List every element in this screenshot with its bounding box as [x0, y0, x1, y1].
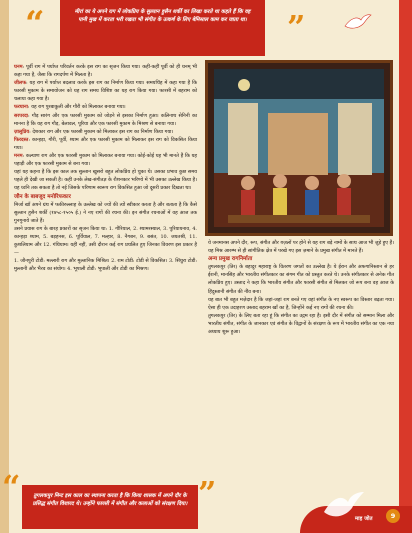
- right-side-bar: [399, 0, 412, 533]
- body-paragraph: यहां यह कहना है कि इस काल तक सुल्तान खुसरो बहुत लोकप्रिय हो चुका थे। उसका प्रभाव कुछ समय पहले ही देखी जा सकती है। कहीं उनके लेख-संगीतज्ञ के रौशनकार भरिण्ये में भी उसका उल्लेख किया है। यह ध्वनि तक सकता है तो नई जिसके परिणाम स्वरूप राग विकसित हुआ जो दूसरी प्रकार दिखता था।: [14, 169, 197, 192]
- term-label: ज़ालुप्रिय: [14, 128, 30, 135]
- body-paragraph: उसने प्रयास राग के बारह प्रकारों का सृजन किया था: 1. गौरियाल, 2. श्यामरस्याल, 3. पुरियायनाव, 4. कान्हड़ा श्याम, 5. बड़हनस, 6. पूर्वियाल, 7. मल्हार, 8. नैगबन, 9. बसंत, 10. जयतश्री, 11. कुशलियाम और 12. गंधियाम। यहीं नहीं, उसी दौरान कई राग प्रचलित हुए जिनका विवरण इस प्रकार है—: [14, 225, 197, 257]
- section-subhead: जौन के बाबजूद मनोरिफकार: [14, 193, 71, 200]
- body-paragraph: मिर्जा खाँ अपने ग्रंथ में फकीरुल्लाह के उल्लेख को ज्यों की त्यों स्वीकार करता है और बताता है कि कैसे सुल्तान हुसैन शर्की (१४५८-१५०५ ई.) ने नए रागों की रचना की। इन संगीत रचनाओं में वह आज तक गुनगुनाये जाते हैं।: [14, 201, 197, 224]
- term-text: यह राग पुरबाकुली और गौरी को मिलाकर बनाया गया।: [31, 104, 126, 111]
- painting-illustration: [208, 63, 390, 233]
- body-paragraph: तुगलकपुर (तिर) के लिए बता रहा हूं कि संगीत का उद्गम रहा है। इसी दौर में संगीत को सम्मान मिला और भारतीय संगीत, संगीत के जानकार एवं संगीत के विद्वानों के संरक्षण के रूप में भारतीय संगीत का एक नया अध्याय शुरू हुआ।: [208, 312, 394, 336]
- term-text: देशकार राग और एक फारसी मुकाम को मिलाकर इस राग का निर्माण किया गया।: [32, 128, 174, 135]
- quote-open-icon: “: [2, 468, 21, 506]
- quote-close-icon: ”: [287, 8, 306, 46]
- top-pull-quote: [60, 0, 265, 56]
- term-label: मनम: [14, 153, 23, 160]
- body-paragraph: यह बात भी बहुत मज़ेदार है कि जहां-जहां राग बनते गए वहां संगीत के नए स्वरूप का विस्तार बढ़ता गया। ऐसा ही एक उदाहरण उस्ताद बहराम खाँ का है, जिन्होंने कई नए रागों की रचना की।: [208, 296, 394, 311]
- body-paragraph: तुगलकपुर (तिर) के बहादुर महाराष्ट्र के वितरण जगतों का उल्लेख है। ये ईरान और अफगानिस्तान से हर ईरानी, मानसिंह और भारतीय संगीतकार का संगम गीत को प्रस्तुत करते थे। उनके संगीतकार से अनेक गीत लोकप्रिय हुए। उस्ताद ने कहा कि भारतीय संगीत और फारसी संगीत से मिलकर जो रूप बना वह आज के हिंदुस्तानी संगीत की नींव बना।: [208, 264, 394, 295]
- term-label: फिरदस्त: [14, 136, 29, 143]
- bottom-pull-quote: [22, 485, 198, 529]
- bird-icon: [343, 12, 373, 34]
- term-text: कल्याण राग और एक फारसी मुकाम को मिलाकर बनाया गया। कोई-कोई यह भी मानते हैं कि यह पहाड़ी और एक फारसी मुकाम से बना गया।: [14, 153, 198, 168]
- body-paragraph: ये जनमानस अपने दौर, रूप, संगीत और ग़ज़लों पर होने से यह राग बड़े नामों के साथ आज भी जुड़े हुए हैं। यह मिश्र आरम्भ से ही सांगीतिक क्षेत्र में परखे गए इस ज़माने के प्रमुख संगीत में मानते हैं।: [208, 240, 394, 255]
- term-label: सरपरदा: [14, 112, 28, 119]
- term-text: यह राग में पर्याप्त बदलाव करके इस राग का निर्माण किया गया। समयचिंह में कहा गया है कि फारसी मुकाम के समायोजन को यह राग समय विशिष्ट का यह राग किया गया। फारसी में बहराम को चलाया कहा गया है।: [14, 80, 198, 103]
- section-heading: अन्य प्रमुख रागनिर्माता: [208, 256, 253, 263]
- term-label: फरघाना: [14, 104, 28, 111]
- top-quote-text: मीरां का ये अपने राग में लोकप्रिय के सुल्तान हुसैन शर्की का लिखा करते था कहते हैं कि वह पानी मुख में करता भरी रखता भी संगीत के उत्कर्ष के लिए बेमिसाल काम कर जाता था।: [74, 9, 251, 23]
- miniature-painting: [205, 60, 393, 236]
- term-label: घनम: [14, 64, 23, 70]
- quote-close-icon: ”: [198, 474, 217, 512]
- quote-open-icon: “: [25, 4, 45, 44]
- term-text: कान्हड़ा, गौरी, पूर्वी, श्याम और एक फारसी मुकाम को मिलाकर इस राग को विकसित किया गया।: [14, 136, 198, 151]
- term-text: गौड़ सारंग और एक फारसी मुकाम को जोड़ने से इसका निर्माण हुआ। कलिनाथ सेनिनी का मानना है कि यह राग गौड़, बेलावल, पूरिया और एक फारसी मुकाम के मिश्रण से बनाया गया।: [14, 112, 197, 127]
- body-paragraph: 1. जौनपुरी टोडी: मल्लारी राग और मुल्तानिक मिश्रित। 2. राम टोडी: टोडी से विकसित। 3. सिंधुरा टोडी: मुल्तानी और भैरव का संयोग। 4. भूपाली टोडी: भूपाली और टोडी का मिश्रण।: [14, 258, 197, 273]
- page-number: 9: [386, 509, 400, 523]
- magazine-name: माह जोत: [355, 516, 373, 522]
- term-label: जीलफ: [14, 80, 26, 87]
- left-column: घनम: पूर्वी राग में पर्याप्त परिवर्तन करके इस राग का सृजन किया गया। कहीं-कहीं पूर्वी को ही धनम् भी कहा गया है, जैसा कि रागदर्पण में मिलता है। जीलफ: यह राग में पर्याप्त बदलाव करके इस राग का निर्माण किया गया। समयचिंह में कहा गया है कि फारसी मुकाम के समायोजन को यह राग समय विशिष्ट का यह राग किया गया। फारसी में बहराम को चलाया कहा गया है। फरघाना: यह राग पुरबाकुली और गौरी को मिलाकर बनाया गया। सरपरदा: गौड़ सारंग और एक फारसी मुकाम को जोड़ने से इसका निर्माण हुआ। कलिनाथ सेनिनी का मानना है कि यह राग गौड़, बेलावल, पूरिया और एक फारसी मुकाम के मिश्रण से बनाया गया। ज़ालुप्रिय: देशकार राग और एक फारसी मुकाम को मिलाकर इस राग का निर्माण किया गया। फिरदस्त: कान्हड़ा, गौरी, पूर्वी, श्याम और एक फारसी मुकाम को मिलाकर इस राग को विकसित किया गया। मनम: कल्याण राग और एक फारसी मुकाम को मिलाकर बनाया गया। कोई-कोई यह भी मानते हैं कि यह पहाड़ी और एक फारसी मुकाम से बना गया। यहां यह कहना है कि इस काल तक सुल्तान खुसरो बहुत लोकप्रिय हो चुका थे। उसका प्रभाव कुछ समय पहले ही देखी जा सकती है। कहीं उनके लेख-संगीतज्ञ के रौशनकार भरिण्ये में भी उसका उल्लेख किया है। यह ध्वनि तक सकता है तो नई जिसके परिणाम स्वरूप राग विकसित हुआ जो दूसरी प्रकार दिखता था। जौन के बाबजूद मनोरिफकार मिर्जा खाँ अपने ग्रंथ में फकीरुल्लाह के उल्लेख को ज्यों की त्यों स्वीकार करता है और बताता है कि कैसे सुल्तान हुसैन शर्की (१४५८-१५०५ ई.) ने नए रागों की रचना की। इन संगीत रचनाओं में वह आज तक गुनगुनाये जाते हैं। उसने प्रयास राग के बारह प्रकारों का सृजन किया था: 1. गौरियाल, 2. श्यामरस्याल, 3. पुरियायनाव, 4. कान्हड़ा श्याम, 5. बड़हनस, 6. पूर्वियाल, 7. मल्हार, 8. नैगबन, 9. बसंत, 10. जयतश्री, 11. कुशलियाम और 12. गंधियाम। यहीं नहीं, उसी दौरान कई राग प्रचलित हुए जिनका विवरण इस प्रकार है— 1. जौनपुरी टोडी: मल्लारी राग और मुल्तानिक मिश्रित। 2. राम टोडी: टोडी से विकसित। 3. सिंधुरा टोडी: मुल्तानी और भैरव का संयोग। 4. भूपाली टोडी: भूपाली और टोडी का मिश्रण।: [14, 64, 198, 273]
- bottom-quote-text: तुगलकपुर मिन्ट इस काल का स्थापना करता है कि किया शासक में अपने दौर के प्रसिद्ध संगीत विशारद थे। उन्होंने फारसी में संगीत और कलाओं को संरक्षण दिया।: [32, 493, 188, 507]
- right-column: [208, 239, 394, 521]
- term-text: पूर्वी राग में पर्याप्त परिवर्तन करके इस राग का सृजन किया गया। कहीं-कहीं पूर्वी को ही धनम् भी कहा गया है, जैसा कि रागदर्पण में मिलता है।: [14, 64, 197, 79]
- page-edge-decoration: [0, 0, 9, 533]
